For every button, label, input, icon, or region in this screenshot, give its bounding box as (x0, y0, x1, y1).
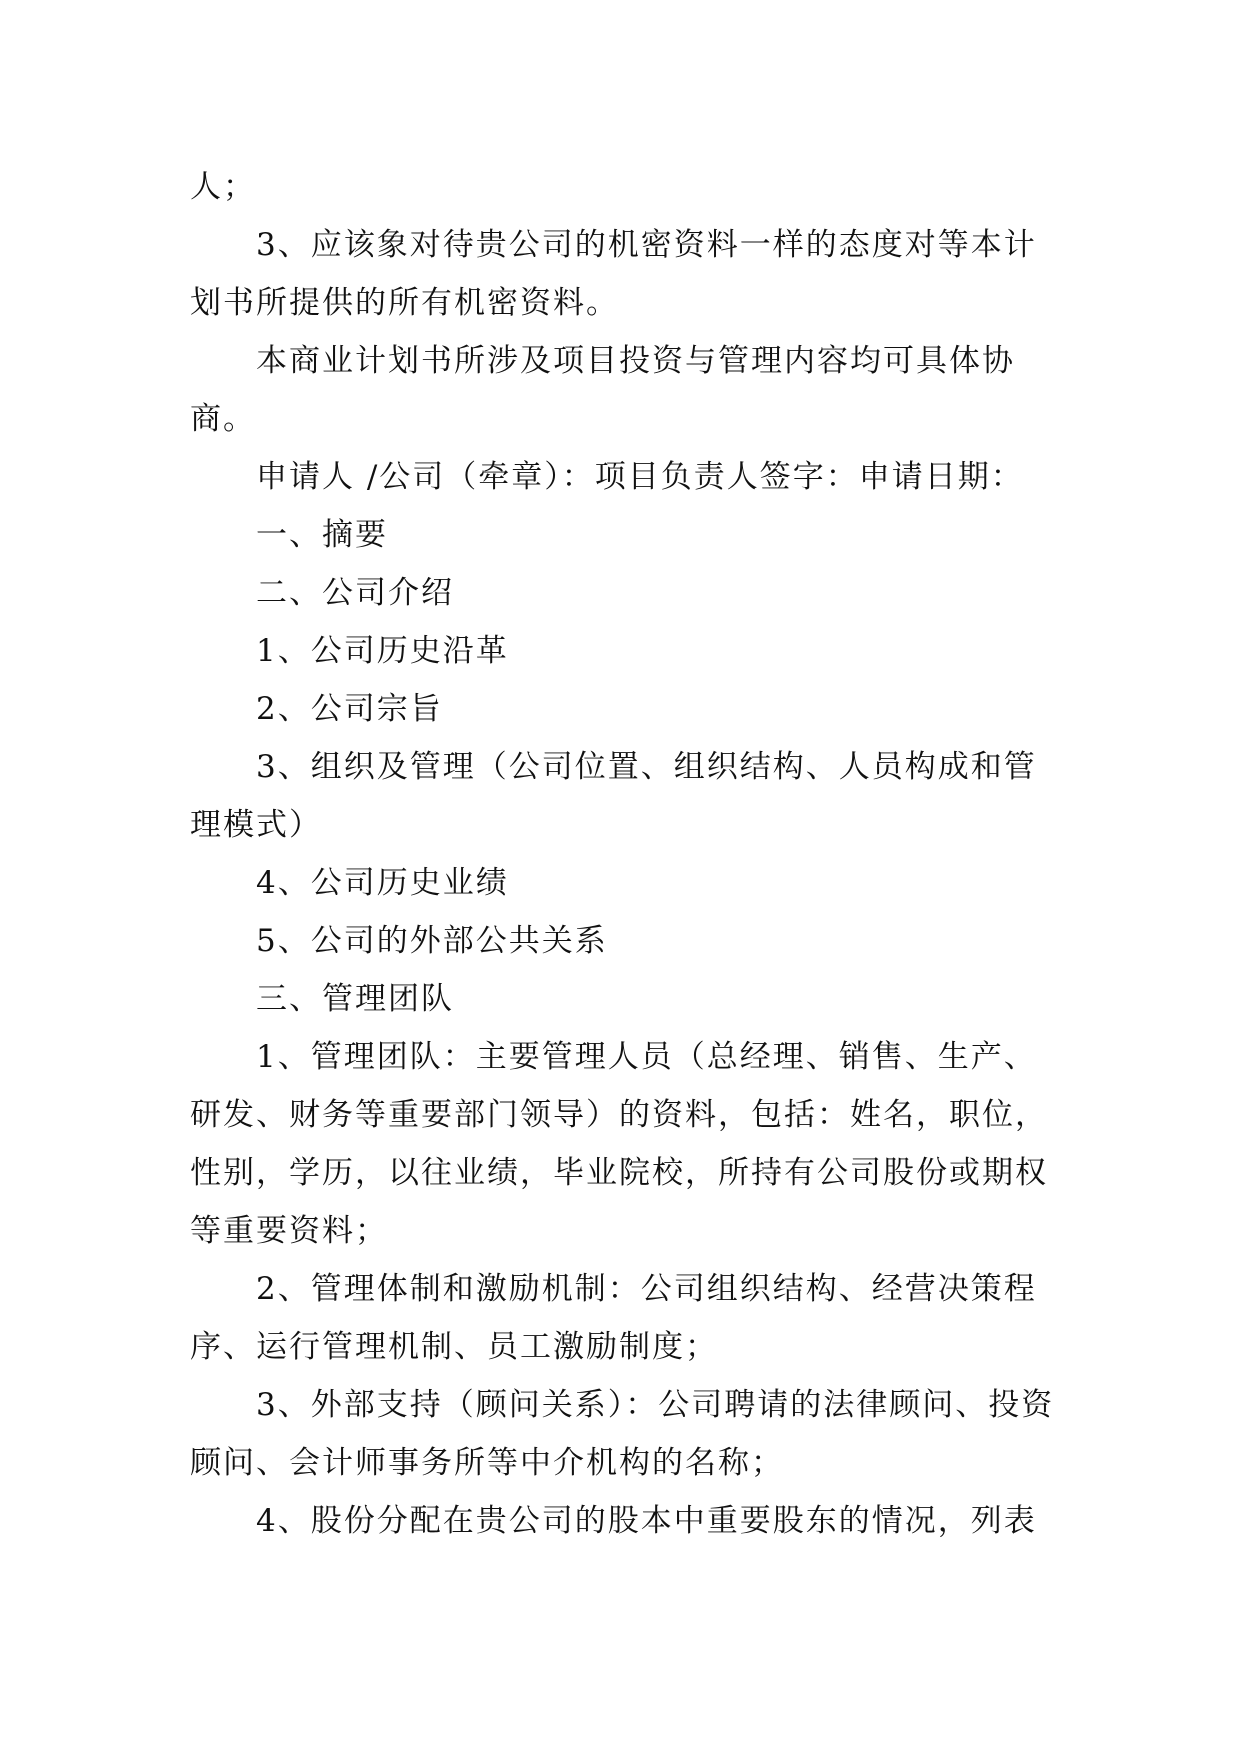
list-item: 5、公司的外部公共关系 (256, 923, 608, 959)
text-line: 划书所提供的所有机密资料。 (190, 285, 619, 321)
list-item: 3、外部支持（顾问关系）：公司聘请的法律顾问、投资 (256, 1387, 1055, 1423)
text-line: 等重要资料； (190, 1213, 388, 1249)
section-heading: 二、公司介绍 (256, 575, 454, 611)
text-line: 顾问、会计师事务所等中介机构的名称； (190, 1445, 784, 1481)
text-line: 3、应该象对待贵公司的机密资料一样的态度对等本计 (256, 227, 1037, 263)
list-item: 1、公司历史沿革 (256, 633, 509, 669)
list-item: 4、股份分配在贵公司的股本中重要股东的情况，列表 (256, 1503, 1037, 1539)
text-line: 本商业计划书所涉及项目投资与管理内容均可具体协 (256, 343, 1015, 379)
text-line: 性别，学历，以往业绩，毕业院校，所持有公司股份或期权 (190, 1155, 1048, 1191)
list-item: 2、管理体制和激励机制：公司组织结构、经营决策程 (256, 1271, 1037, 1307)
text-line: 商。 (190, 401, 256, 437)
text-line: 研发、财务等重要部门领导）的资料，包括：姓名，职位， (190, 1097, 1048, 1133)
list-item: 4、公司历史业绩 (256, 865, 509, 901)
text-line: 申请人 /公司（牵章）：项目负责人签字：申请日期： (256, 459, 1024, 495)
text-line: 序、运行管理机制、员工激励制度； (190, 1329, 718, 1365)
section-heading: 三、管理团队 (256, 981, 454, 1017)
text-line: 人； (190, 169, 256, 205)
list-item: 1、管理团队：主要管理人员（总经理、销售、生产、 (256, 1039, 1037, 1075)
section-heading: 一、摘要 (256, 517, 388, 553)
list-item: 3、组织及管理（公司位置、组织结构、人员构成和管 (256, 749, 1037, 785)
text-line: 理模式） (190, 807, 322, 843)
list-item: 2、公司宗旨 (256, 691, 443, 727)
